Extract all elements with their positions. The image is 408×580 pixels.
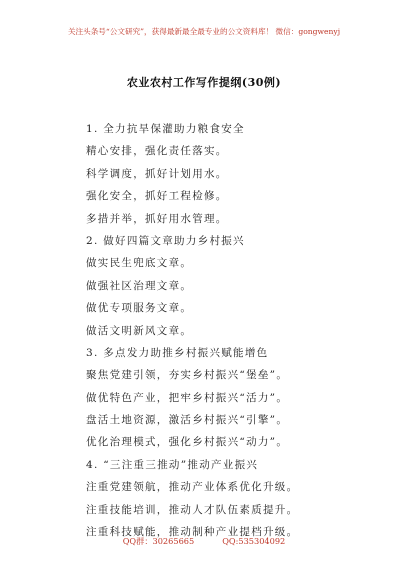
section-heading: 3. 多点发力助推乡村振兴赋能增色 [86,346,269,359]
outline-item: 聚焦党建引领，夯实乡村振兴“堡垒”。 [86,369,289,382]
promo-banner: 关注头条号“公文研究”，获得最新最全最专业的公文资料库！ 微信：gongwenyj [67,27,341,36]
outline-item: 做优专项服务文章。 [86,302,193,315]
outline-item: 多措并举，抓好用水管理。 [86,212,228,225]
outline-item: 做活文明新风文章。 [86,324,193,337]
outline-item: 做优特色产业，把牢乡村振兴“活力”。 [86,391,289,404]
outline-item: 强化安全，抓好工程检修。 [86,190,228,203]
section-heading: 1. 全力抗旱保灌助力粮食安全 [86,123,245,135]
outline-item: 科学调度，抓好计划用水。 [86,167,228,180]
outline-item: 精心安排，强化责任落实。 [86,145,228,158]
qq-group-text: QQ群：30265665 [122,536,195,546]
outline-item: 做强社区治理文章。 [86,279,193,292]
section-heading: 4. “三注重三推动”推动产业振兴 [86,458,259,471]
outline-item: 注重技能培训，推动人才队伍素质提升。 [86,503,299,516]
outline-item: 盘活土地资源，激活乡村振兴“引擎”。 [86,414,289,427]
outline-item: 注重科技赋能，推动制种产业提档升级。 [86,526,299,539]
outline-item: 做实民生兜底文章。 [86,257,193,270]
qq-number-text: QQ:535304092 [222,536,286,546]
contact-footer [0,536,408,547]
outline-item: 优化治理模式，强化乡村振兴“动力”。 [86,436,289,449]
outline-item: 注重党建领航，推动产业体系优化升级。 [86,481,299,494]
section-heading: 2. 做好四篇文章助力乡村振兴 [86,234,245,247]
document-title: 农业农村工作写作提纲(30例) [126,76,282,89]
outline-list [86,118,386,543]
